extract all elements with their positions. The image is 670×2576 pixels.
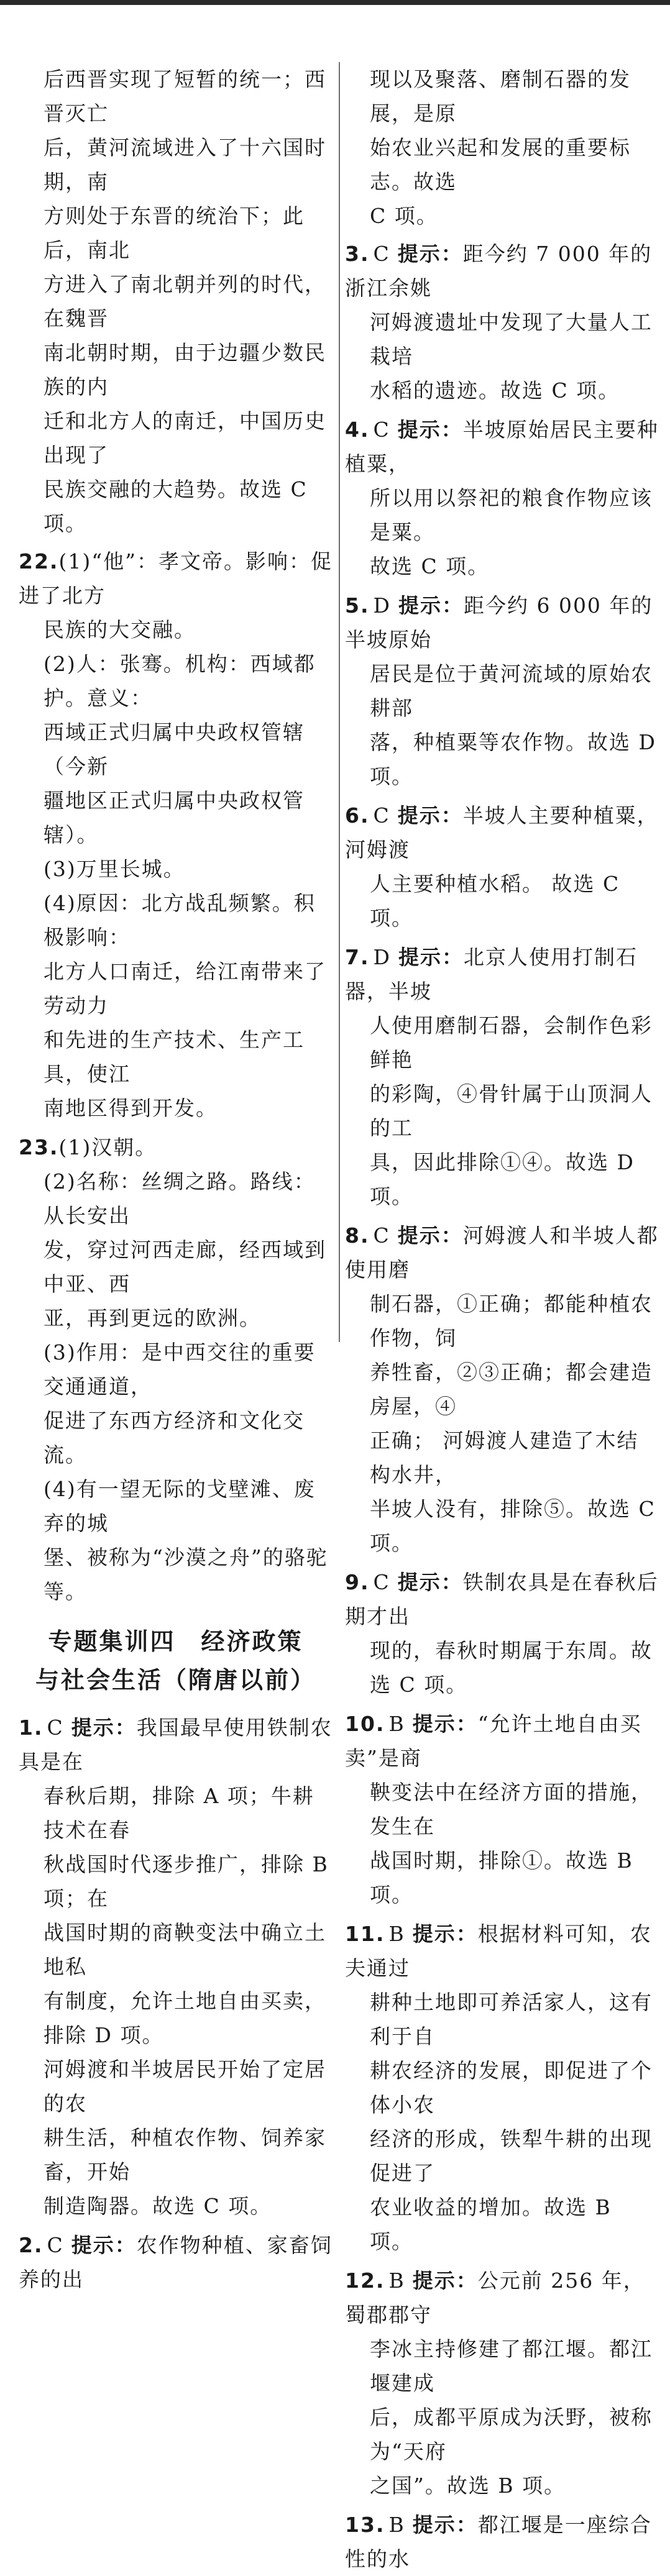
- answer-item: [345, 588, 659, 793]
- answer-item: [345, 1917, 659, 2259]
- text-line: (3)作用：是中西交往的重要交通通道，: [44, 1340, 316, 1399]
- text-line: 北京人使用打制石器，半坡: [345, 945, 638, 1003]
- answer-item: [345, 413, 659, 583]
- text-line: 现以及聚落、磨制石器的发展，是原: [370, 67, 631, 126]
- continued-answer: [345, 62, 659, 233]
- text-line: 距今约 6 000 年的半坡原始: [345, 593, 653, 652]
- text-line: 李冰主持修建了都江堰。都江堰建成: [370, 2337, 653, 2395]
- answer-list: [345, 237, 659, 2576]
- text-line: 亚，再到更远的欧洲。: [44, 1306, 261, 1330]
- answer-letter: C: [373, 1570, 390, 1594]
- text-line: 南北朝时期，由于边疆少数民族的内: [44, 340, 326, 399]
- hint-label: 提示：: [397, 242, 463, 266]
- answer-item: [345, 1707, 659, 1912]
- hint-label: 提示：: [398, 593, 464, 618]
- text-line: (4)有一望无际的戈壁滩、废弃的城: [44, 1477, 316, 1535]
- text-line: 居民是位于黄河流域的原始农耕部: [370, 662, 653, 720]
- hint-label: 提示：: [397, 418, 463, 442]
- text-line: 方则处于东晋的统治下；此后，南北: [44, 204, 305, 262]
- answer-item: [345, 940, 659, 1213]
- text-line: 的彩陶，④骨针属于山顶洞人的工: [370, 1082, 653, 1140]
- question-number: 5.: [345, 593, 370, 618]
- text-line: 落，种植粟等农作物。故选 D 项。: [370, 730, 656, 788]
- text-line: 后西晋实现了短暂的统一；西晋灭亡: [44, 67, 326, 126]
- text-line: 经济的形成，铁犁牛耕的出现促进了: [370, 2127, 653, 2185]
- top-border: [0, 0, 670, 5]
- question-number: 2.: [19, 2233, 44, 2257]
- hint-label: 提示：: [397, 1570, 463, 1594]
- text-line: 春秋后期，排除 A 项；牛耕技术在春: [44, 1784, 314, 1842]
- text-line: 秋战国时代逐步推广，排除 B 项；在: [44, 1852, 329, 1911]
- text-line: (1)“他”：孝文帝。影响：促进了北方: [19, 549, 333, 608]
- answer-item: [345, 237, 659, 408]
- text-line: (1)汉朝。: [58, 1135, 157, 1159]
- text-line: 民族的大交融。: [44, 618, 196, 642]
- text-line: 铁制农具是在春秋后期才出: [345, 1570, 659, 1628]
- question-23: [19, 1130, 333, 1609]
- text-line: 之国”。故选 B 项。: [370, 2473, 566, 2498]
- answer-letter: B: [388, 2268, 405, 2293]
- text-line: 河姆渡遗址中发现了大量人工栽培: [370, 310, 653, 368]
- answer-letter: C: [47, 2233, 64, 2257]
- text-line: “允许土地自由买卖”是商: [345, 1712, 642, 1770]
- text-line: (4)原因：北方战乱频繁。积极影响：: [44, 891, 316, 949]
- question-number: 13.: [345, 2513, 385, 2537]
- text-line: 和先进的生产技术、生产工具，使江: [44, 1028, 305, 1086]
- text-line: 疆地区正式归属中央政权管辖）。: [44, 788, 305, 847]
- continued-answer: [19, 62, 333, 541]
- text-line: 耕生活，种植农作物、饲养家畜，开始: [44, 2126, 326, 2184]
- question-number: 7.: [345, 945, 370, 969]
- text-line: 农业收益的增加。故选 B 项。: [370, 2195, 612, 2254]
- question-number: 9.: [345, 1570, 370, 1594]
- hint-label: 提示：: [412, 2268, 478, 2293]
- text-line: 养牲畜，②③正确；都会建造房屋，④: [370, 1360, 653, 1418]
- text-line: C 项。: [370, 204, 438, 228]
- answer-item: [345, 1565, 659, 1702]
- question-number: 3.: [345, 242, 370, 266]
- text-line: 始农业兴起和发展的重要标志。故选: [370, 135, 631, 194]
- answer-letter: C: [373, 418, 390, 442]
- text-line: 半坡人没有，排除⑤。故选 C 项。: [370, 1497, 656, 1555]
- answer-letter: B: [388, 1922, 405, 1946]
- question-number: 12.: [345, 2268, 385, 2293]
- hint-label: 提示：: [412, 1712, 478, 1736]
- text-line: 农作物种植、家畜饲养的出: [19, 2233, 333, 2291]
- section-title-line: 与社会生活（隋唐以前）: [35, 1666, 316, 1694]
- right-column: [345, 62, 659, 2571]
- question-number: 4.: [345, 418, 370, 442]
- text-line: 南地区得到开发。: [44, 1096, 218, 1120]
- answer-letter: B: [388, 1712, 405, 1736]
- hint-label: 提示：: [412, 2513, 478, 2537]
- answer-item: [345, 2263, 659, 2503]
- left-column: [19, 62, 333, 2291]
- question-number: 1.: [19, 1715, 44, 1740]
- text-line: 制造陶器。故选 C 项。: [44, 2194, 272, 2218]
- hint-label: 提示：: [71, 1715, 137, 1740]
- answer-letter: B: [388, 2513, 405, 2537]
- question-2: [19, 2228, 333, 2296]
- question-number: 10.: [345, 1712, 385, 1736]
- text-line: 堡、被称为“沙漠之舟”的骆驼等。: [44, 1545, 328, 1604]
- text-line: 河姆渡和半坡居民开始了定居的农: [44, 2057, 326, 2116]
- text-line: (2)名称：丝绸之路。路线：从长安出: [44, 1169, 316, 1228]
- text-line: 促进了东西方经济和文化交流。: [44, 1409, 305, 1467]
- answer-letter: C: [373, 242, 390, 266]
- text-line: 人主要种植水稻。 故选 C 项。: [370, 872, 620, 930]
- answer-item: [345, 798, 659, 935]
- hint-label: 提示：: [398, 945, 464, 969]
- text-line: 后，成都平原成为沃野，被称为“天府: [370, 2405, 653, 2464]
- question-22: [19, 544, 333, 1125]
- text-line: 公元前 256 年，蜀郡郡守: [345, 2268, 645, 2327]
- text-line: 北方人口南迁，给江南带来了劳动力: [44, 959, 326, 1018]
- text-line: 现的，春秋时期属于东周。故选 C 项。: [370, 1638, 653, 1697]
- answer-letter: C: [373, 803, 390, 828]
- section-heading: [19, 1622, 333, 1699]
- text-line: 发，穿过河西走廊，经西域到中亚、西: [44, 1238, 326, 1296]
- question-1: [19, 1710, 333, 2223]
- text-line: 距今约 7 000 年的浙江余姚: [345, 242, 653, 300]
- question-number: 22.: [19, 549, 59, 573]
- answer-letter: C: [47, 1715, 64, 1740]
- text-line: 我国最早使用铁制农具是在: [19, 1715, 333, 1774]
- text-line: 西域正式归属中央政权管辖（今新: [44, 720, 305, 779]
- answer-letter: D: [373, 945, 391, 969]
- text-line: 耕种土地即可养活家人，这有利于自: [370, 1990, 653, 2048]
- answer-letter: C: [373, 1223, 390, 1248]
- answer-item: [345, 1218, 659, 1560]
- text-line: 都江堰是一座综合性的水: [345, 2513, 652, 2571]
- text-line: (3)万里长城。: [44, 857, 185, 881]
- section-title-line: 专题集训四 经济政策: [48, 1628, 303, 1655]
- text-line: (2)人：张骞。机构：西域都护。意义：: [44, 652, 316, 710]
- text-line: 正确； 河姆渡人建造了木结构水井，: [370, 1428, 639, 1487]
- hint-label: 提示：: [412, 1922, 478, 1946]
- question-number: 8.: [345, 1223, 370, 1248]
- question-number: 23.: [19, 1135, 59, 1159]
- column-divider: [339, 62, 340, 1342]
- text-line: 耕农经济的发展，即促进了个体小农: [370, 2058, 653, 2117]
- text-line: 民族交融的大趋势。故选 C 项。: [44, 477, 308, 536]
- hint-label: 提示：: [71, 2233, 137, 2257]
- text-line: 人使用磨制石器，会制作色彩鲜艳: [370, 1013, 653, 1072]
- text-line: 河姆渡人和半坡人都使用磨: [345, 1223, 659, 1282]
- text-line: 半坡人主要种植粟，河姆渡: [345, 803, 659, 862]
- text-line: 后，黄河流域进入了十六国时期，南: [44, 135, 326, 194]
- text-line: 半坡原始居民主要种植粟，: [345, 418, 659, 476]
- hint-label: 提示：: [397, 803, 463, 828]
- text-line: 具，因此排除①④。故选 D 项。: [370, 1150, 635, 1208]
- text-line: 水稻的遗迹。故选 C 项。: [370, 378, 620, 403]
- question-number: 6.: [345, 803, 370, 828]
- text-line: 制石器，①正确；都能种植农作物，饲: [370, 1292, 653, 1350]
- text-line: 战国时期的商鞅变法中确立土地私: [44, 1921, 326, 1979]
- text-line: 方进入了南北朝并列的时代，在魏晋: [44, 272, 326, 331]
- text-line: 有制度，允许土地自由买卖，排除 D 项。: [44, 1989, 326, 2047]
- text-line: 故选 C 项。: [370, 554, 490, 578]
- text-line: 所以用以祭祀的粮食作物应该是粟。: [370, 486, 653, 544]
- text-line: 根据材料可知，农夫通过: [345, 1922, 652, 1980]
- text-line: 迁和北方人的南迁，中国历史出现了: [44, 409, 326, 467]
- answer-item: [345, 2508, 659, 2576]
- text-line: 战国时期，排除①。故选 B 项。: [370, 1848, 633, 1907]
- text-line: 鞅变法中在经济方面的措施，发生在: [370, 1780, 653, 1838]
- question-number: 11.: [345, 1922, 385, 1946]
- hint-label: 提示：: [397, 1223, 463, 1248]
- answer-letter: D: [373, 593, 391, 618]
